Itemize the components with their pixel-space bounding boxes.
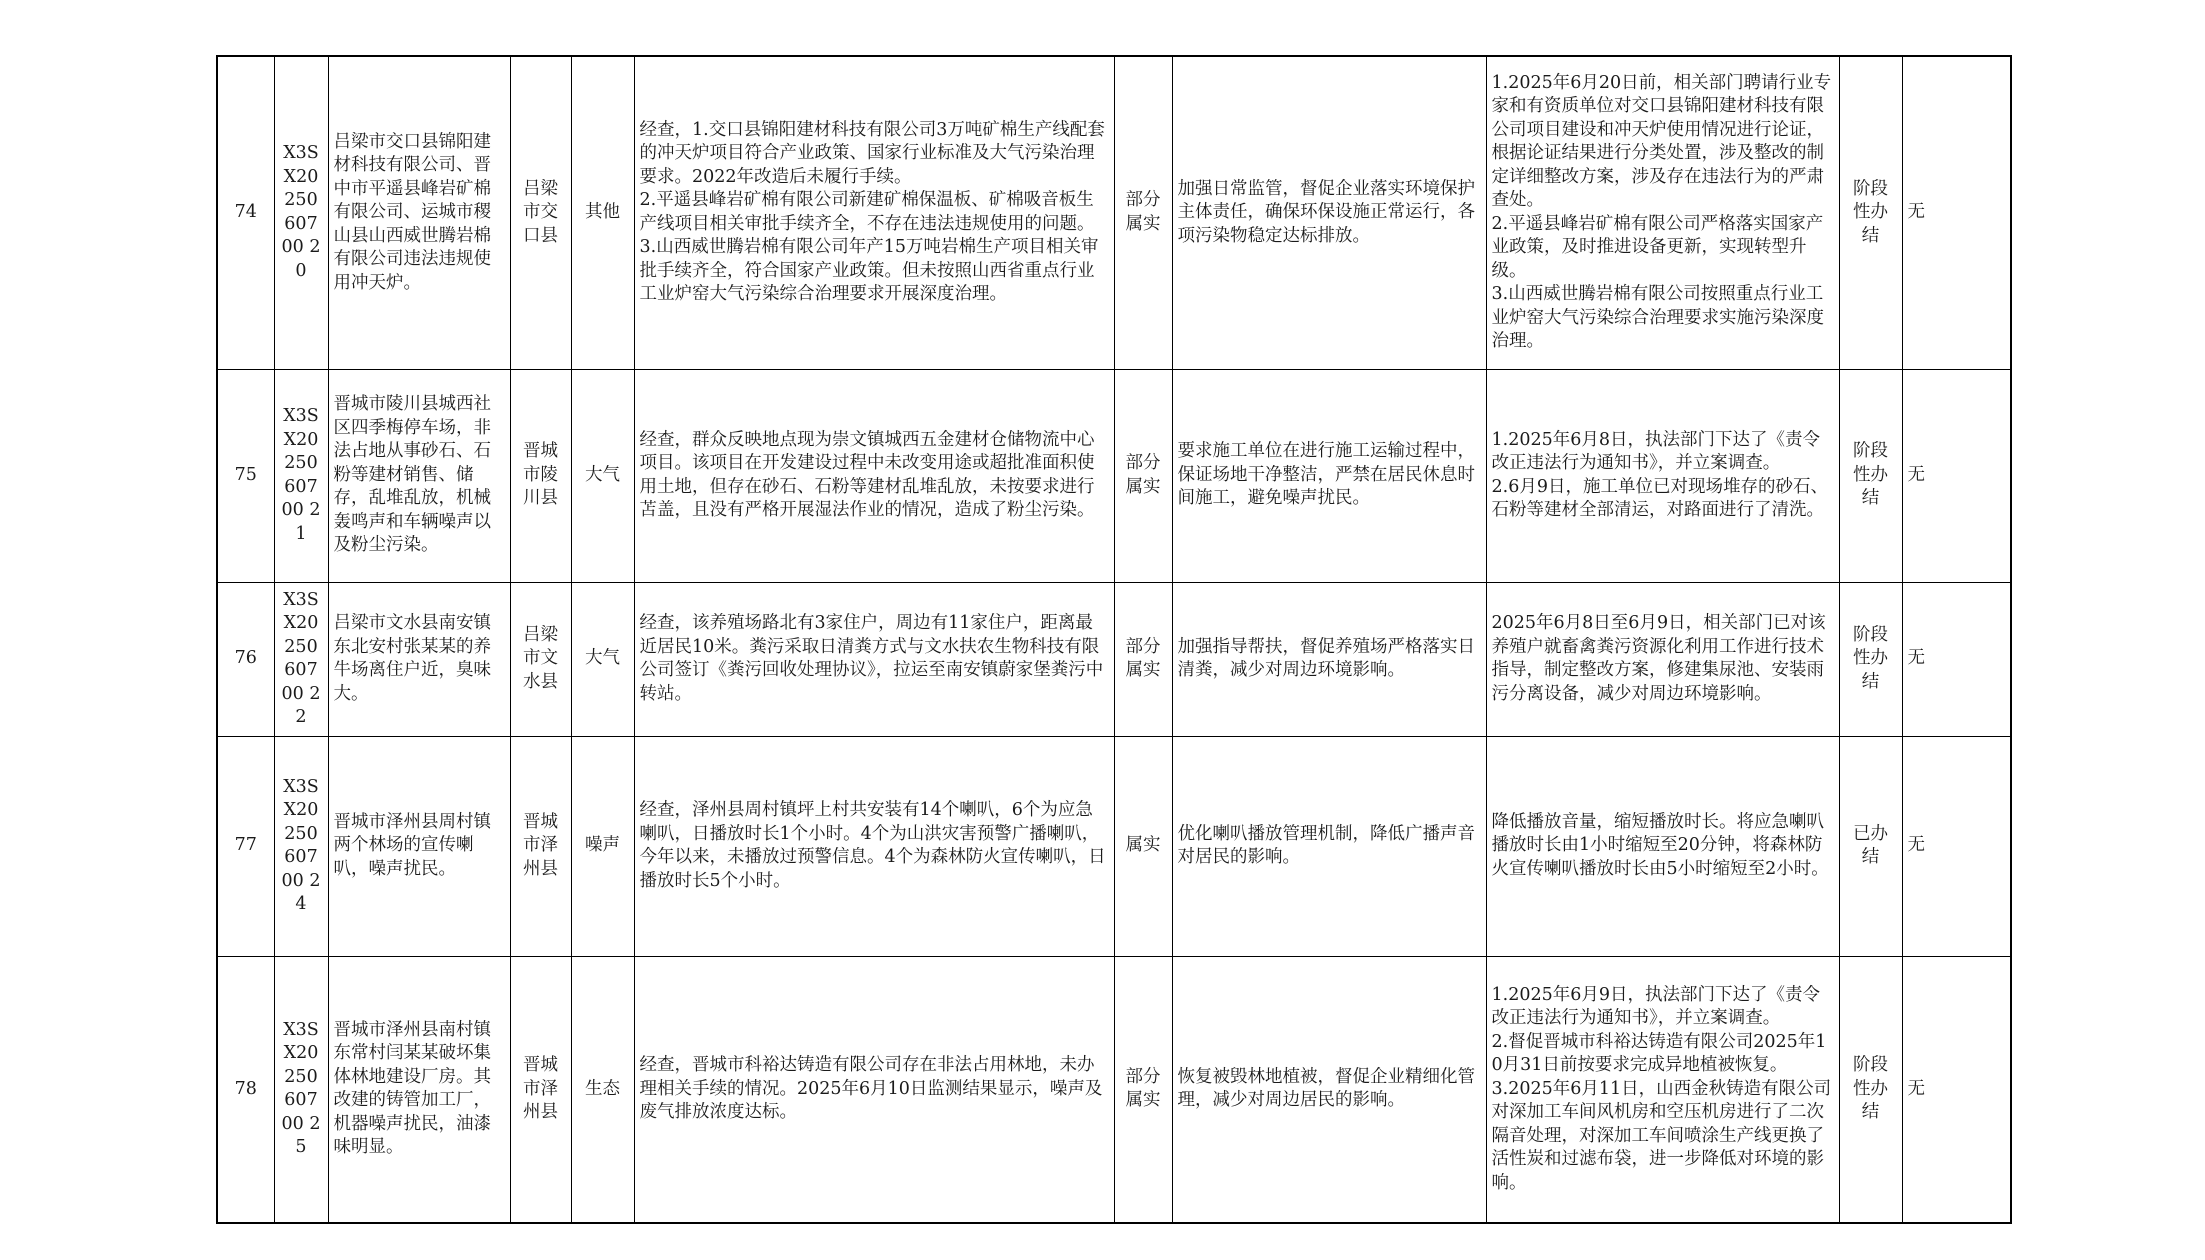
pollution-type: 大气 bbox=[571, 369, 634, 582]
row-number: 74 bbox=[217, 56, 274, 369]
accountability: 无 bbox=[1902, 582, 2011, 736]
row-number: 75 bbox=[217, 369, 274, 582]
accountability: 无 bbox=[1902, 956, 2011, 1223]
row-number: 77 bbox=[217, 736, 274, 956]
verification-result: 部分属实 bbox=[1114, 956, 1172, 1223]
completion-status: 阶段性办结 bbox=[1839, 369, 1902, 582]
handling-measures: 加强指导帮扶，督促养殖场严格落实日清粪，减少对周边环境影响。 bbox=[1172, 582, 1486, 736]
case-code: X3SX2025060700 25 bbox=[274, 956, 328, 1223]
complaint-table bbox=[216, 55, 2012, 1224]
administrative-area: 吕梁市文水县 bbox=[510, 582, 571, 736]
administrative-area: 吕梁市交口县 bbox=[510, 56, 571, 369]
handling-measures: 加强日常监管，督促企业落实环境保护主体责任，确保环保设施正常运行，各项污染物稳定达标排放。 bbox=[1172, 56, 1486, 369]
investigation-findings: 经查，泽州县周村镇坪上村共安装有14个喇叭，6个为应急喇叭，日播放时长1个小时。4个为山洪灾害预警广播喇叭，今年以来，未播放过预警信息。4个为森林防火宣传喇叭，日播放时长5个小时。 bbox=[634, 736, 1114, 956]
handling-measures: 优化喇叭播放管理机制，降低广播声音对居民的影响。 bbox=[1172, 736, 1486, 956]
rectification-progress: 2025年6月8日至6月9日，相关部门已对该养殖户就畜禽粪污资源化利用工作进行技术指导，制定整改方案，修建集尿池、安装雨污分离设备，减少对周边环境影响。 bbox=[1486, 582, 1839, 736]
complaint-content: 晋城市陵川县城西社区四季梅停车场，非法占地从事砂石、石粉等建材销售、储存，乱堆乱放，机械轰鸣声和车辆噪声以及粉尘污染。 bbox=[328, 369, 510, 582]
handling-measures: 要求施工单位在进行施工运输过程中，保证场地干净整洁，严禁在居民休息时间施工，避免噪声扰民。 bbox=[1172, 369, 1486, 582]
handling-measures: 恢复被毁林地植被，督促企业精细化管理，减少对周边居民的影响。 bbox=[1172, 956, 1486, 1223]
pollution-type: 生态 bbox=[571, 956, 634, 1223]
rectification-progress: 1.2025年6月9日，执法部门下达了《责令改正违法行为通知书》，并立案调查。 2.督促晋城市科裕达铸造有限公司2025年10月31日前按要求完成异地植被恢复。 3.2025年6月11日，山西金秋铸造有限公司对深加工车间风机房和空压机房进行了二次隔音处理，对深加工车间喷涂生产线更换了活性炭和过滤布袋，进一步降低对环境的影响。 bbox=[1486, 956, 1839, 1223]
rectification-progress: 降低播放音量，缩短播放时长。将应急喇叭播放时长由1小时缩短至20分钟，将森林防火宣传喇叭播放时长由5小时缩短至2小时。 bbox=[1486, 736, 1839, 956]
completion-status: 阶段性办结 bbox=[1839, 956, 1902, 1223]
completion-status: 阶段性办结 bbox=[1839, 56, 1902, 369]
complaint-content: 晋城市泽州县南村镇东常村闫某某破坏集体林地建设厂房。其改建的铸管加工厂，机器噪声扰民，油漆味明显。 bbox=[328, 956, 510, 1223]
administrative-area: 晋城市泽州县 bbox=[510, 956, 571, 1223]
complaint-content: 吕梁市文水县南安镇东北安村张某某的养牛场离住户近，臭味大。 bbox=[328, 582, 510, 736]
investigation-findings: 经查，该养殖场路北有3家住户，周边有11家住户，距离最近居民10米。粪污采取日清粪方式与文水扶农生物科技有限公司签订《粪污回收处理协议》，拉运至南安镇蔚家堡粪污中转站。 bbox=[634, 582, 1114, 736]
completion-status: 阶段性办结 bbox=[1839, 582, 1902, 736]
case-code: X3SX2025060700 20 bbox=[274, 56, 328, 369]
accountability: 无 bbox=[1902, 369, 2011, 582]
rectification-progress: 1.2025年6月20日前，相关部门聘请行业专家和有资质单位对交口县锦阳建材科技有限公司项目建设和冲天炉使用情况进行论证，根据论证结果进行分类处置，涉及整改的制定详细整改方案，涉及存在违法行为的严肃查处。 2.平遥县峰岩矿棉有限公司严格落实国家产业政策，及时推进设备更新，实现转型升级。 3.山西威世腾岩棉有限公司按照重点行业工业炉窑大气污染综合治理要求实施污染深度治理。 bbox=[1486, 56, 1839, 369]
pollution-type: 噪声 bbox=[571, 736, 634, 956]
case-code: X3SX2025060700 24 bbox=[274, 736, 328, 956]
row-number: 76 bbox=[217, 582, 274, 736]
table-row bbox=[217, 369, 2011, 582]
table-row bbox=[217, 56, 2011, 369]
complaint-content: 晋城市泽州县周村镇两个林场的宣传喇叭，噪声扰民。 bbox=[328, 736, 510, 956]
verification-result: 部分属实 bbox=[1114, 369, 1172, 582]
rectification-progress: 1.2025年6月8日，执法部门下达了《责令改正违法行为通知书》，并立案调查。 2.6月9日，施工单位已对现场堆存的砂石、石粉等建材全部清运，对路面进行了清洗。 bbox=[1486, 369, 1839, 582]
pollution-type: 其他 bbox=[571, 56, 634, 369]
case-code: X3SX2025060700 22 bbox=[274, 582, 328, 736]
accountability: 无 bbox=[1902, 736, 2011, 956]
investigation-findings: 经查，群众反映地点现为崇文镇城西五金建材仓储物流中心项目。该项目在开发建设过程中未改变用途或超批准面积使用土地，但存在砂石、石粉等建材乱堆乱放，未按要求进行苫盖，且没有严格开展湿法作业的情况，造成了粉尘污染。 bbox=[634, 369, 1114, 582]
case-code: X3SX2025060700 21 bbox=[274, 369, 328, 582]
verification-result: 部分属实 bbox=[1114, 582, 1172, 736]
verification-result: 部分属实 bbox=[1114, 56, 1172, 369]
pollution-type: 大气 bbox=[571, 582, 634, 736]
investigation-findings: 经查，晋城市科裕达铸造有限公司存在非法占用林地，未办理相关手续的情况。2025年6月10日监测结果显示，噪声及废气排放浓度达标。 bbox=[634, 956, 1114, 1223]
row-number: 78 bbox=[217, 956, 274, 1223]
table-row bbox=[217, 956, 2011, 1223]
completion-status: 已办结 bbox=[1839, 736, 1902, 956]
administrative-area: 晋城市泽州县 bbox=[510, 736, 571, 956]
accountability: 无 bbox=[1902, 56, 2011, 369]
table-row bbox=[217, 736, 2011, 956]
complaint-content: 吕梁市交口县锦阳建材科技有限公司、晋中市平遥县峰岩矿棉有限公司、运城市稷山县山西威世腾岩棉有限公司违法违规使用冲天炉。 bbox=[328, 56, 510, 369]
investigation-findings: 经查，1.交口县锦阳建材科技有限公司3万吨矿棉生产线配套的冲天炉项目符合产业政策、国家行业标准及大气污染治理要求。2022年改造后未履行手续。 2.平遥县峰岩矿棉有限公司新建矿棉保温板、矿棉吸音板生产线项目相关审批手续齐全，不存在违法违规使用的问题。 3.山西威世腾岩棉有限公司年产15万吨岩棉生产项目相关审批手续齐全，符合国家产业政策。但未按照山西省重点行业工业炉窑大气污染综合治理要求开展深度治理。 bbox=[634, 56, 1114, 369]
table-row bbox=[217, 582, 2011, 736]
administrative-area: 晋城市陵川县 bbox=[510, 369, 571, 582]
verification-result: 属实 bbox=[1114, 736, 1172, 956]
